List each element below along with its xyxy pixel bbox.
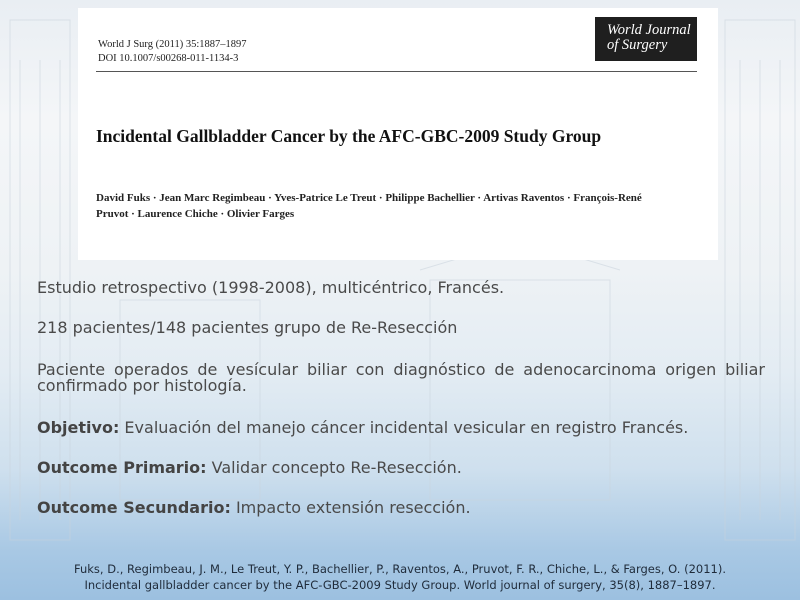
logo-line-1: World Journal [607, 22, 691, 38]
bullet-primary-outcome [37, 460, 765, 476]
paper-title: Incidental Gallbladder Cancer by the AFC-GBC-2009 Study Group [96, 126, 602, 146]
citation-line-2: Incidental gallbladder cancer by the AFC-GBC-2009 Study Group. World journal of surgery, 35(8), 1887–1897. [84, 578, 716, 592]
bullet-objective [37, 420, 765, 436]
paper-authors: David Fuks · Jean Marc Regimbeau · Yves-Patrice Le Treut · Philippe Bachellier · Artivas Raventos · François-René Pruvot · Laurence Chiche · Olivier Farges [96, 192, 642, 220]
journal-doi-line: DOI 10.1007/s00268-011-1134-3 [98, 53, 239, 64]
objective-text: Evaluación del manejo cáncer incidental vesicular en registro Francés. [119, 418, 689, 437]
objective-label: Objetivo: [37, 418, 120, 437]
bullet-inclusion: Paciente operados de vesícular biliar con diagnóstico de adenocarcinoma origen biliar confirmado por histología. [37, 360, 765, 395]
bullet-study-design: Estudio retrospectivo (1998-2008), multicéntrico, Francés. [37, 278, 505, 297]
primary-outcome-label: Outcome Primario: [37, 458, 207, 477]
bullet-secondary-outcome [37, 500, 765, 516]
logo-line-2: of Surgery [607, 37, 668, 53]
paper-header-image [78, 8, 718, 260]
secondary-outcome-label: Outcome Secundario: [37, 498, 231, 517]
primary-outcome-text: Validar concepto Re-Resección. [206, 458, 462, 477]
journal-reference [98, 38, 247, 66]
bullet-patients: 218 pacientes/148 pacientes grupo de Re-Resección [37, 318, 458, 337]
citation-line-1: Fuks, D., Regimbeau, J. M., Le Treut, Y. P., Bachellier, P., Raventos, A., Pruvot, F. R., Chiche, L., & Farges, O. (2011). [74, 562, 726, 576]
journal-logo [595, 17, 697, 61]
secondary-outcome-text: Impacto extensión resección. [230, 498, 471, 517]
reference-citation [30, 561, 770, 593]
journal-citation-line: World J Surg (2011) 35:1887–1897 [98, 39, 247, 50]
header-divider [96, 71, 697, 72]
